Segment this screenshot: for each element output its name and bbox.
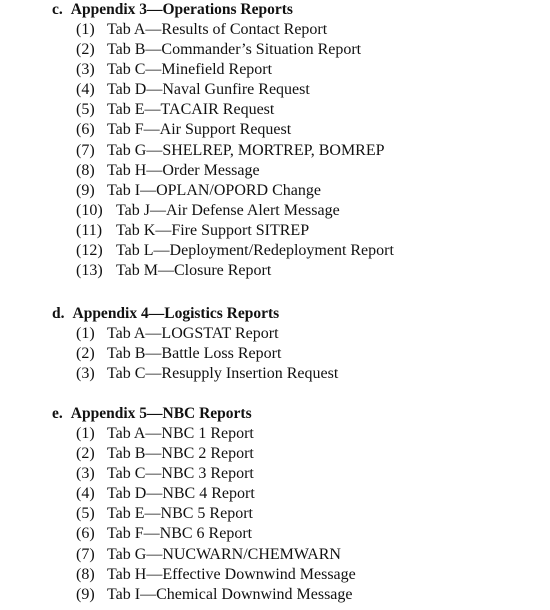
item-number: (9): [76, 181, 95, 199]
item-label: Tab E—TACAIR Request: [107, 101, 275, 119]
section-title: Appendix 5—NBC Reports: [70, 405, 252, 422]
section-heading: [52, 0, 293, 20]
item-label: Tab I—Chemical Downwind Message: [107, 585, 353, 603]
item-label: Tab M—Closure Report: [116, 262, 272, 280]
item-number: (3): [76, 365, 95, 383]
item-number: (4): [76, 485, 95, 503]
item-label: Tab F—NBC 6 Report: [107, 525, 253, 543]
item-number: (6): [76, 121, 95, 139]
item-number: (9): [76, 585, 95, 603]
item-label: Tab E—NBC 5 Report: [107, 505, 253, 523]
item-number: (8): [76, 161, 95, 179]
item-number: (3): [76, 61, 95, 79]
item-number: (2): [76, 345, 95, 363]
item-label: Tab A—Results of Contact Report: [107, 21, 328, 38]
item-label: Tab I—OPLAN/OPORD Change: [107, 181, 321, 199]
item-number: (6): [76, 525, 95, 543]
item-number: (2): [76, 41, 95, 59]
item-label: Tab A—LOGSTAT Report: [107, 325, 279, 342]
item-number: (4): [76, 81, 95, 99]
item-label: Tab C—Resupply Insertion Request: [107, 365, 339, 383]
item-label: Tab D—NBC 4 Report: [107, 485, 255, 503]
section-heading: [52, 304, 279, 324]
item-number: (5): [76, 505, 95, 523]
item-label: Tab F—Air Support Request: [107, 121, 292, 139]
item-label: Tab D—Naval Gunfire Request: [107, 81, 310, 99]
item-number: (7): [76, 545, 95, 563]
item-number: (1): [76, 21, 95, 38]
item-label: Tab C—NBC 3 Report: [107, 465, 254, 483]
item-label: Tab G—SHELREP, MORTREP, BOMREP: [107, 141, 385, 159]
item-label: Tab B—Battle Loss Report: [107, 345, 282, 363]
item-label: Tab K—Fire Support SITREP: [116, 221, 310, 239]
item-number: (2): [76, 445, 95, 463]
item-number: (8): [76, 565, 95, 583]
item-label: Tab L—Deployment/Redeployment Report: [116, 242, 394, 260]
item-label: Tab A—NBC 1 Report: [107, 425, 254, 442]
section-letter: c.: [52, 1, 63, 18]
item-label: Tab H—Order Message: [107, 161, 260, 179]
item-number: (11): [76, 221, 103, 239]
item-number: (1): [76, 425, 95, 442]
item-number: (1): [76, 325, 95, 342]
item-number: (7): [76, 141, 95, 159]
item-number: (13): [76, 262, 103, 280]
item-label: Tab G—NUCWARN/CHEMWARN: [107, 545, 341, 563]
section-title: Appendix 3—Operations Reports: [70, 1, 293, 18]
section-heading: [52, 404, 252, 424]
item-label: Tab C—Minefield Report: [107, 61, 273, 79]
item-number: (5): [76, 101, 95, 119]
item-label: Tab J—Air Defense Alert Message: [116, 201, 340, 219]
item-label: Tab B—NBC 2 Report: [107, 445, 254, 463]
item-label: Tab H—Effective Downwind Message: [107, 565, 356, 583]
item-number: (3): [76, 465, 95, 483]
item-number: (10): [76, 201, 103, 219]
item-label: Tab B—Commander’s Situation Report: [107, 41, 362, 59]
section-letter: d.: [52, 305, 65, 322]
item-number: (12): [76, 242, 103, 260]
section-title: Appendix 4—Logistics Reports: [72, 305, 280, 322]
section-letter: e.: [52, 405, 63, 422]
